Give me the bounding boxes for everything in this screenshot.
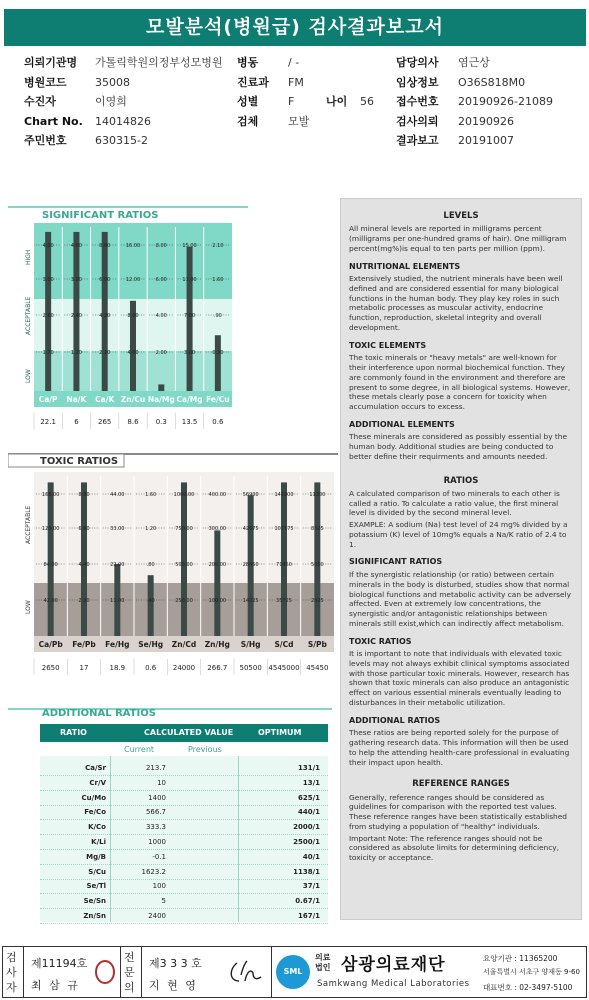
value: 20190926 [458, 115, 514, 128]
optimum-value: 13/1 [302, 778, 320, 787]
tick-label: 100.00 [208, 598, 227, 604]
tester-seal [95, 960, 115, 984]
value: F [288, 95, 295, 108]
tick-label: 750.00 [175, 526, 193, 532]
ratio-name: Fe/Co [84, 808, 106, 817]
ratio-bar [48, 482, 54, 636]
ratio-value: 266.7 [207, 664, 228, 672]
tick-label: 71450 [276, 562, 292, 568]
ratio-name: Cr/V [89, 778, 106, 787]
col-header-optimum: OPTIMUM [258, 728, 302, 737]
label: 병원코드 [24, 76, 67, 89]
table-row [40, 792, 328, 806]
ratio-name: S/Cu [88, 867, 106, 876]
ratio-name: Se/Hg [138, 640, 164, 649]
significant-ratios-heading: SIGNIFICANT RATIOS [349, 557, 443, 567]
ratio-name: S/Pb [307, 640, 327, 649]
ratio-name: Ca/Pb [38, 640, 63, 649]
optimum-value: 440/1 [297, 808, 320, 817]
label: 병동 [237, 56, 259, 69]
tick-label: 8.80 [78, 492, 90, 498]
label: 진료과 [237, 76, 269, 89]
tick-label: 28450 [242, 562, 259, 568]
tick-label: 0.30 [212, 350, 224, 356]
optimum-value: 37/1 [302, 882, 320, 891]
label: 성별 [237, 95, 259, 108]
value: FM [288, 76, 304, 89]
ratio-bar [102, 232, 108, 391]
ratio-value: 50500 [239, 664, 262, 672]
tick-label: 1.20 [70, 350, 82, 356]
ratio-name: Ca/P [38, 395, 58, 404]
tick-label: 4.20 [99, 313, 111, 319]
ratio-value: 8.6 [127, 418, 139, 426]
additional-ratios-heading: ADDITIONAL RATIOS [349, 715, 441, 725]
value: 가톨릭학원의정부성모병원 [95, 56, 223, 69]
tick-label: 7.00 [184, 313, 196, 319]
toxic-elements-text: The toxic minerals or "heavy metals" are well-known for their interference upon normal biochemical function. They are commonly found in the environment and therefore are present to some degree, in all biological systems. However, these metals clearly pose a concern for toxicity when accumulation occurs to excess. [349, 353, 571, 412]
tick-label: 44.00 [110, 492, 125, 498]
tick-label: 12.00 [125, 277, 141, 283]
ratio-value: 22.1 [40, 418, 56, 426]
table-row [40, 777, 328, 791]
ratio-value: 6 [74, 418, 79, 426]
tester-name: 최 삼 규 [31, 979, 80, 992]
current-value: 5 [161, 897, 166, 906]
tick-label: 1.60 [212, 277, 224, 283]
tick-label: 168.00 [41, 492, 60, 498]
label: 접수번호 [396, 95, 439, 108]
tick-label: 11.00 [182, 277, 197, 283]
current-value: 213.7 [145, 764, 166, 772]
tick-label: 6.60 [78, 526, 90, 532]
tick-label: 35725 [276, 598, 292, 604]
tick-label: 142900 [274, 492, 294, 498]
tick-label: 8.00 [127, 313, 139, 319]
tick-label: 14225 [242, 598, 259, 604]
ratio-name: Zn/Cd [171, 640, 197, 649]
label: 임상정보 [396, 76, 439, 89]
toxic-elements-heading: TOXIC ELEMENTS [349, 340, 427, 350]
table-row [40, 880, 328, 894]
optimum-value: 2500/1 [293, 838, 320, 846]
ratio-name: Ca/Sr [85, 764, 106, 772]
additional-elements-heading: ADDITIONAL ELEMENTS [349, 419, 455, 429]
tick-label: 42.00 [43, 598, 58, 604]
value: 56 [360, 95, 374, 108]
tick-label: 2.10 [212, 243, 224, 249]
band-label: LOW [25, 600, 32, 614]
tick-label: 42675 [242, 526, 259, 532]
col-header-calculated: CALCULATED VALUE [144, 728, 234, 737]
current-value: 1623.2 [141, 867, 166, 876]
ratio-value: 0.3 [155, 418, 167, 426]
label: 주민번호 [24, 134, 67, 147]
band-label: LOW [25, 369, 32, 383]
tick-label: 3.00 [70, 277, 82, 283]
ratio-value: 45450 [306, 664, 329, 672]
table-row [40, 910, 328, 924]
tick-label: 11300 [309, 492, 326, 498]
label: 담당의사 [396, 56, 439, 69]
high-band [34, 223, 232, 299]
tick-label: .90 [213, 313, 222, 319]
org-name: 삼광의료재단 [341, 955, 446, 975]
org-prefix: 의료법인 [315, 953, 331, 972]
role-tester: 검사자 [6, 951, 17, 994]
label: 검사의뢰 [396, 115, 439, 128]
nutritional-text: Extensively studied, the nutrient minerals have been well defined and are considered essential for many biological functions in the human body. They play key roles in such metabolic processes as muscular activity, endocrine function, reproduction, skeletal integrity and overall development. [349, 274, 563, 332]
ratio-name: Cu/Mo [81, 793, 106, 802]
toxic-ratios-heading: TOXIC RATIOS [349, 636, 412, 646]
label: 수진자 [24, 95, 56, 108]
tick-label: 2.20 [99, 350, 111, 356]
table-row [40, 821, 328, 835]
ratio-bar [158, 384, 164, 391]
tick-label: 2825 [310, 598, 324, 604]
additional-ratios-text: These ratios are being reported solely for the purpose of gathering research data. This information will then be used to help the attending health-care professional in evaluating their impact upon health. [349, 728, 570, 767]
ratio-name: S/Hg [240, 640, 261, 649]
tick-label: 126.00 [41, 526, 60, 532]
sml-logo [276, 955, 310, 989]
tick-label: 22.00 [110, 562, 125, 568]
table-row [40, 762, 328, 776]
contact-code: 요양기관 : 11365200 [483, 954, 558, 963]
tick-label: 4.00 [127, 350, 139, 356]
value: 35008 [95, 76, 130, 89]
tick-label: 400.00 [208, 492, 227, 498]
optimum-value: 131/1 [297, 764, 320, 772]
tick-label: 3.00 [42, 277, 54, 283]
ratio-name: Ca/K [95, 395, 115, 404]
value: 20191007 [458, 134, 514, 147]
ratio-name: Mg/B [86, 852, 106, 861]
tick-label: 300.00 [208, 526, 227, 532]
ratio-bar [45, 232, 51, 391]
tick-label: 1000.00 [173, 492, 195, 498]
value: 모발 [288, 115, 310, 128]
ratio-value: 17 [79, 664, 89, 672]
ratio-name: Fe/Cu [206, 395, 230, 404]
value: O36S818M0 [458, 76, 526, 89]
specialist-name: 지 현 영 [149, 979, 198, 992]
tick-label: .80 [146, 562, 155, 568]
ratio-name: Se/Tl [86, 882, 106, 891]
ratio-name: Zn/Cu [120, 395, 146, 404]
tick-label: 11.00 [110, 598, 125, 604]
ratio-bar [314, 482, 320, 636]
reference-ranges-text: Generally, reference ranges should be considered as guidelines for comparison with the reported test values. These reference ranges have been statistically established from studying a population of "healthy" individuals. [349, 792, 567, 831]
tick-label: 8.00 [155, 243, 167, 249]
org-name-en: Samkwang Medical Laboratories [317, 979, 470, 989]
label: 나이 [326, 95, 348, 108]
ratio-value: 2650 [41, 664, 60, 672]
current-value: 1000 [148, 838, 166, 846]
tick-label: 4.00 [70, 243, 82, 249]
tick-label: 5650 [310, 562, 324, 568]
ratio-name: Zn/Hg [204, 640, 230, 649]
ratio-name: K/Li [91, 838, 106, 846]
tick-label: 6.00 [99, 277, 111, 283]
tick-label: 2.60 [42, 313, 54, 319]
table-row [40, 836, 328, 850]
tick-label: 15.00 [182, 243, 197, 249]
value: 630315-2 [95, 134, 148, 147]
value: 염근상 [458, 56, 490, 69]
table-row [40, 895, 328, 909]
ratio-bar [215, 335, 221, 391]
specialist-signature [225, 955, 265, 989]
tick-label: 8.00 [99, 243, 111, 249]
chart-title: TOXIC RATIOS [40, 456, 119, 467]
label: 결과보고 [396, 134, 439, 147]
ratios-text: A calculated comparison of two minerals to each other is called a ratio. To calculate a ratio value, the first mineral level is divided by the second mineral level. [349, 488, 560, 518]
chart-title: SIGNIFICANT RATIOS [42, 210, 159, 221]
tick-label: 16.00 [125, 243, 141, 249]
tick-label: 6.00 [155, 277, 167, 283]
ratio-bar [148, 575, 154, 636]
ratio-value: 24000 [172, 664, 196, 672]
ratio-name: S/Cd [274, 640, 294, 649]
ratios-heading: RATIOS [443, 475, 479, 486]
report-title: 모발분석(병원급) 검사결과보고서 [4, 9, 586, 46]
tick-label: 1.20 [145, 526, 157, 532]
tester-license: 제11194호 [31, 957, 88, 970]
ratio-bar [73, 232, 79, 391]
role-specialist: 전문의 [124, 951, 135, 994]
current-value: -0.1 [152, 852, 166, 861]
ratio-bar [214, 530, 220, 636]
contact-phone: 대표번호 : 02-3497-5100 [483, 983, 573, 992]
col-header-ratio: RATIO [60, 728, 87, 737]
optimum-value: 2000/1 [293, 823, 320, 832]
tick-label: 200.00 [208, 562, 227, 568]
tick-label: .40 [146, 598, 155, 604]
contact-address: 서울특별시 서초구 양재동 9-60 [483, 968, 580, 976]
specialist-license: 제3 3 3 호 [149, 957, 202, 970]
tick-label: 1.60 [145, 492, 157, 498]
ratio-name: Na/Mg [147, 395, 175, 404]
tick-label: 250.00 [175, 598, 193, 604]
logo-text: SML [283, 967, 303, 976]
ratio-value: 4545000 [268, 664, 300, 672]
ratio-bar [181, 482, 187, 636]
value: 14014826 [95, 115, 151, 128]
ratio-value: 13.5 [181, 418, 198, 426]
value: 20190926-21089 [458, 95, 553, 108]
current-value: 100 [152, 882, 166, 891]
additional-elements-text: These minerals are considered as possibly essential by the human body. Additional studies are being conducted to better define their requirments and amounts needed. [349, 432, 568, 461]
ratio-bar [81, 482, 87, 636]
ratio-value: 265 [98, 418, 112, 426]
optimum-value: 167/1 [297, 912, 320, 920]
toxic-ratios-chart [8, 452, 338, 697]
tick-label: 84.00 [43, 562, 58, 568]
significant-ratios-chart [8, 205, 248, 450]
levels-text: All mineral levels are reported in milligrams percent (milligrams per one-hundred grams of hair). One milligram percent(mg%)is equal to ten parts per million (ppm). [349, 224, 567, 253]
current-value: 566.7 [145, 808, 166, 817]
ratio-name: Zn/Sn [83, 912, 106, 920]
ratio-name: Ca/Mg [176, 395, 203, 404]
optimum-value: 1138/1 [293, 867, 320, 876]
signature-footer [2, 946, 587, 998]
band-label: ACCEPTABLE [25, 505, 32, 544]
optimum-value: 625/1 [297, 793, 320, 802]
section-title: ADDITIONAL RATIOS [42, 708, 156, 719]
table-row [40, 806, 328, 820]
band-label: ACCEPTABLE [25, 296, 32, 335]
additional-ratios [8, 706, 332, 924]
tick-label: 2.00 [155, 350, 167, 356]
label: 의뢰기관명 [24, 56, 78, 69]
band-label: HIGH [25, 249, 32, 265]
toxic-ratios-text: It is important to note that individuals with elevated toxic levels may not always exhibit clinical symptoms associated with those particular toxic minerals. However, research has shown that toxic minerals can also produce an antagonistic effect on various essential minerals eventually leading to disturbances in their metabolic utilization. [349, 649, 570, 707]
tick-label: 3.00 [184, 350, 196, 356]
ratio-bar [281, 482, 287, 636]
value: / - [288, 56, 300, 69]
current-value: 2400 [148, 912, 166, 920]
tick-label: 107175 [274, 526, 294, 532]
table-row [40, 851, 328, 865]
reference-ranges-note: Important Note: The reference ranges should not be considered as absolute limits for determining deficiency, toxicity or acceptance. [349, 833, 560, 863]
ratio-name: Fe/Hg [105, 640, 130, 649]
tick-label: 56900 [242, 492, 259, 498]
value: 이영희 [95, 95, 127, 108]
subheader-current: Current [124, 745, 155, 754]
ratio-name: K/Co [88, 823, 106, 832]
tick-label: 4.00 [155, 313, 167, 319]
tick-label: 8525 [310, 526, 324, 532]
ratio-name: Se/Sn [83, 897, 106, 906]
tick-label: 2.40 [70, 313, 82, 319]
tick-label: 2.20 [78, 598, 90, 604]
tick-label: 500.00 [175, 562, 193, 568]
ratio-value: 0.6 [212, 418, 224, 426]
tick-label: 4.40 [78, 562, 90, 568]
reference-ranges-heading: REFERENCE RANGES [412, 779, 510, 790]
current-value: 10 [157, 778, 166, 787]
optimum-value: 40/1 [302, 852, 320, 861]
label: Chart No. [24, 115, 83, 128]
levels-heading: LEVELS [443, 211, 479, 221]
optimum-value: 0.67/1 [295, 897, 320, 906]
current-value: 1400 [148, 793, 166, 802]
ratio-value: 18.9 [109, 664, 126, 672]
subheader-previous: Previous [188, 745, 222, 754]
info-panel [340, 198, 582, 920]
current-value: 333.3 [145, 823, 166, 832]
ratio-name: Fe/Pb [72, 640, 96, 649]
nutritional-heading: NUTRITIONAL ELEMENTS [349, 261, 461, 271]
significant-ratios-text: If the synergistic relationship (or ratio) between certain minerals in the body is disturbed, studies show that normal biological functions and metabolic activity can be adversely affected. Even at extremely low concentrations, the synergistic and/or antagonistic relationships between minerals still exist,which can indirectly affect metabolism. [349, 570, 571, 628]
tick-label: 33.00 [110, 526, 125, 532]
ratio-name: Na/K [66, 395, 87, 404]
ratios-example: EXAMPLE: A sodium (Na) test level of 24 mg% divided by a potassium (K) level of 10mg% equals a Na/K ratio of 2.4 to 1. [349, 520, 568, 549]
tick-label: 4.00 [42, 243, 54, 249]
label: 검체 [237, 115, 259, 128]
table-row [40, 866, 328, 880]
ratio-value: 0.6 [145, 664, 157, 672]
tick-label: 1.70 [42, 350, 54, 356]
